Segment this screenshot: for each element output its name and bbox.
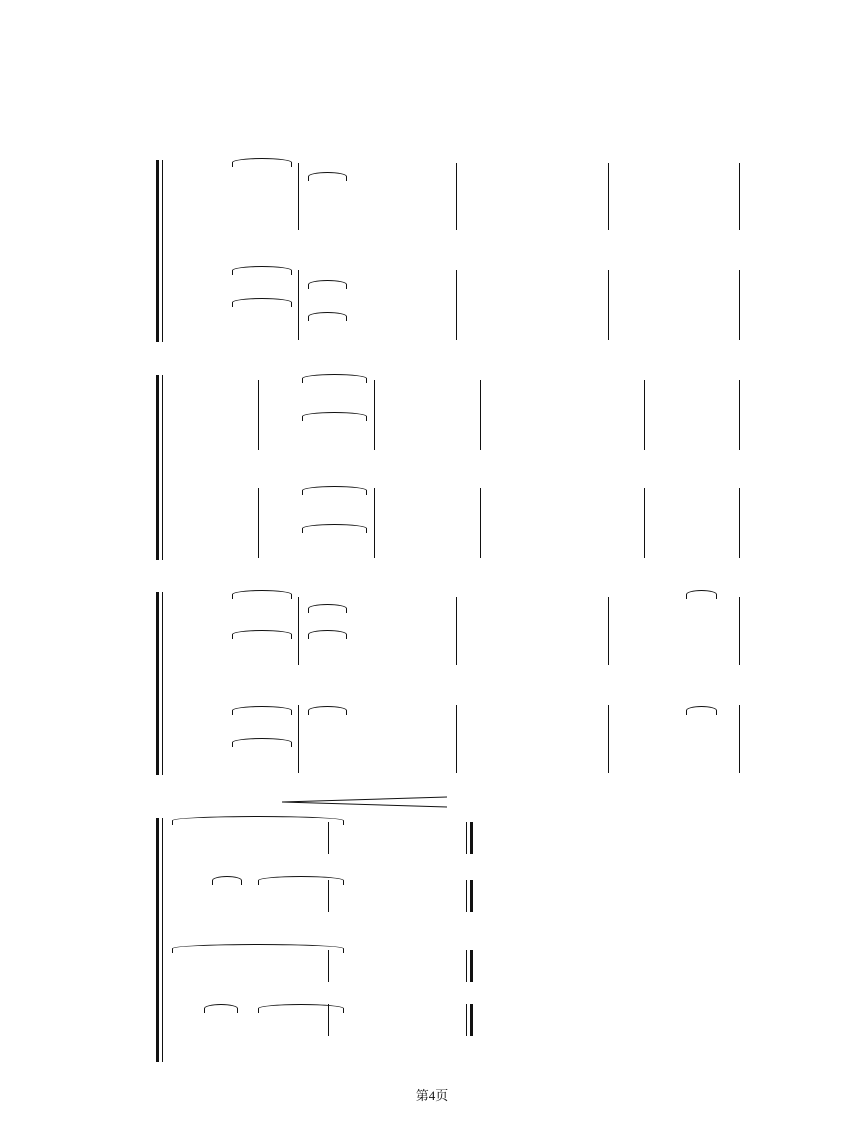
system-bracket-line (162, 375, 163, 560)
slur (232, 590, 292, 599)
barline (328, 822, 329, 854)
slur (302, 524, 367, 533)
barline (456, 597, 457, 665)
slur (232, 738, 292, 747)
final-barline-thick (470, 950, 473, 982)
slur (686, 590, 717, 599)
slur (308, 604, 347, 613)
system-bracket (156, 375, 159, 560)
barline (644, 380, 645, 450)
barline (739, 705, 740, 773)
slur (302, 374, 367, 383)
barline (374, 380, 375, 450)
slur (308, 312, 347, 321)
barline (298, 270, 299, 340)
barline (608, 705, 609, 773)
final-barline-thin (466, 880, 467, 912)
barline (374, 488, 375, 558)
system-bracket-line (162, 592, 163, 775)
slur (302, 412, 367, 421)
final-barline-thick (470, 880, 473, 912)
barline (456, 163, 457, 230)
barline (298, 705, 299, 773)
system-bracket-line (162, 818, 163, 1062)
slur (258, 1004, 344, 1013)
final-barline-thin (466, 950, 467, 982)
barline (739, 163, 740, 230)
barline (456, 705, 457, 773)
system-bracket-line (162, 160, 163, 342)
slur (232, 630, 292, 639)
final-barline-thin (466, 822, 467, 854)
barline (298, 163, 299, 230)
slur (686, 706, 717, 715)
page-number: 第4页 (415, 1088, 449, 1103)
barline (739, 270, 740, 340)
slur (308, 172, 347, 181)
slur (232, 158, 292, 167)
slur (232, 706, 292, 715)
slur (308, 280, 347, 289)
barline (480, 488, 481, 558)
final-barline-thick (470, 822, 473, 854)
barline (739, 488, 740, 558)
slur (212, 876, 242, 885)
barline (608, 270, 609, 340)
barline (456, 270, 457, 340)
barline (644, 488, 645, 558)
barline (298, 597, 299, 665)
system-bracket (156, 592, 159, 775)
system-bracket (156, 818, 159, 1062)
slur (172, 816, 344, 825)
final-barline-thin (466, 1004, 467, 1036)
barline (258, 380, 259, 450)
barline (258, 488, 259, 558)
barline (608, 163, 609, 230)
slur (308, 630, 347, 639)
slur (302, 486, 367, 495)
final-barline-thick (470, 1004, 473, 1036)
slur (172, 944, 344, 953)
barline (608, 597, 609, 665)
barline (739, 380, 740, 450)
barline (480, 380, 481, 450)
slur (308, 706, 347, 715)
slur (232, 266, 292, 275)
system-bracket (156, 160, 159, 342)
slur (232, 298, 292, 307)
slur (204, 1004, 238, 1013)
barline (739, 597, 740, 665)
crescendo-hairpin (282, 795, 452, 809)
slur (258, 876, 344, 885)
barline (328, 950, 329, 982)
